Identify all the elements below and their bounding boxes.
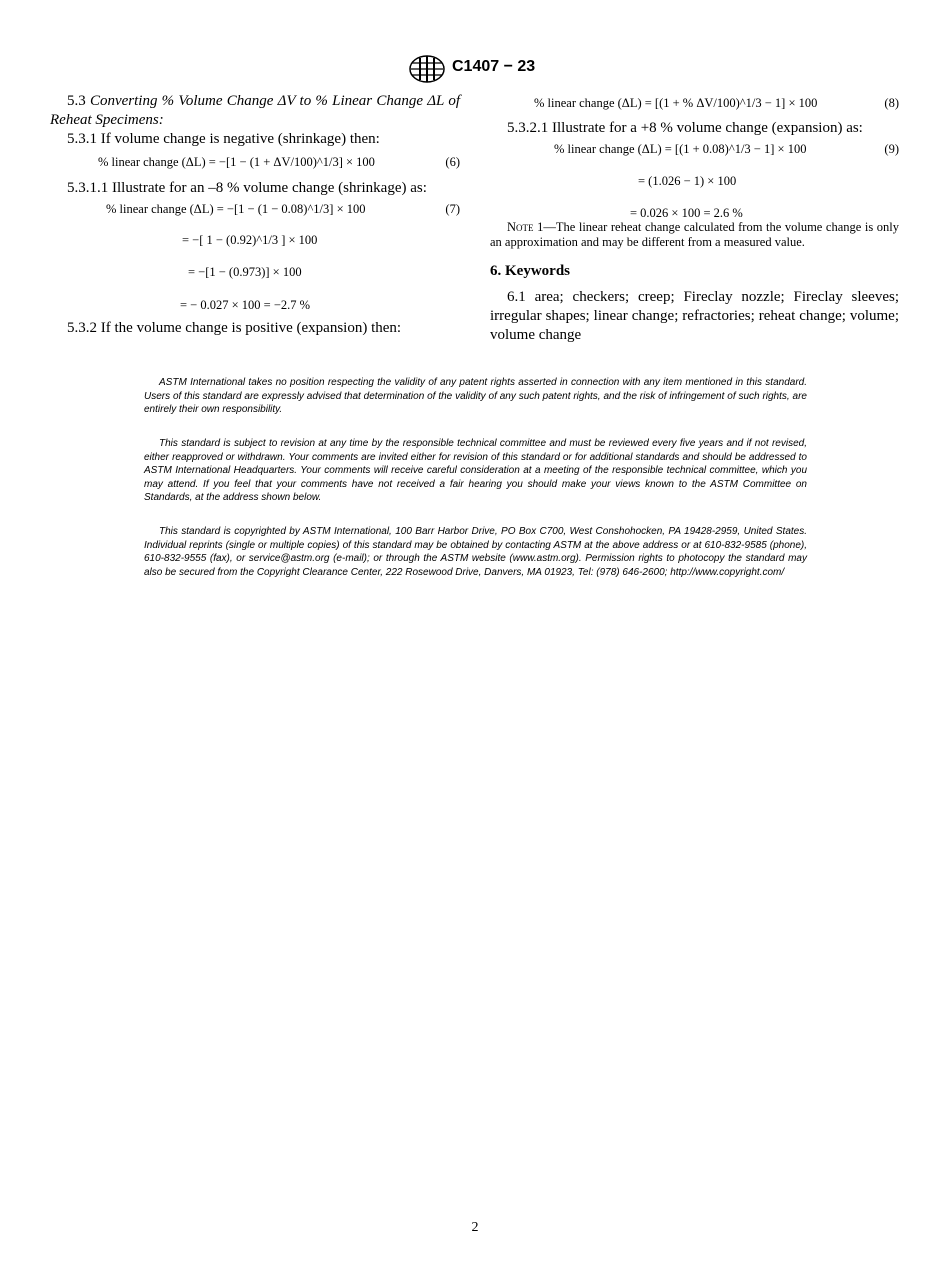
section-title: Converting % Volume Change ΔV to % Linear Change ΔL of Reheat Specimens:: [50, 93, 460, 128]
astm-logo-icon: [408, 55, 446, 83]
equation-7-step-3: [50, 263, 460, 283]
equation-7: [50, 200, 460, 220]
page-header: [0, 55, 950, 85]
section-6-1: 6.1 area; checkers; creep; Fireclay nozzle; Fireclay sleeves; irregular shapes; linear change; refractories; reheat change; volume; volume change: [490, 289, 899, 343]
equation-expression: % linear change (ΔL) = [(1 + 0.08)^1/3 − 1] × 100: [554, 142, 807, 156]
equation-9: [490, 140, 899, 160]
equation-number: (8): [884, 96, 899, 110]
note-text: —The linear reheat change calculated from the volume change is only an approximation and may be different from a measured value.: [490, 220, 899, 249]
equation-number: (9): [884, 142, 899, 156]
section-5-3-1: 5.3.1 If volume change is negative (shrinkage) then:: [67, 131, 380, 147]
footer-patent-notice: ASTM International takes no position respecting the validity of any patent rights asserted in connection with any item mentioned in this standard. Users of this standard are expressly advised that determination of the validity of any such patent rights, and the risk of infringement of such rights, are entirely their own responsibility.: [144, 377, 807, 416]
equation-expression: = − 0.027 × 100 = −2.7 %: [180, 298, 311, 312]
equation-expression: = 0.026 × 100 = 2.6 %: [630, 206, 743, 220]
section-5-3-2-1: 5.3.2.1 Illustrate for a +8 % volume change (expansion) as:: [507, 120, 863, 136]
right-column: [490, 92, 899, 345]
equation-expression: % linear change (ΔL) = [(1 + % ΔV/100)^1/3 − 1] × 100: [534, 96, 818, 110]
equation-7-step-4: [50, 296, 460, 316]
equation-9-step-3: [490, 204, 899, 224]
footer-copyright-notice: This standard is copyrighted by ASTM International, 100 Barr Harbor Drive, PO Box C700, West Conshohocken, PA 19428-2959, United States. Individual reprints (single or multiple copies) of this standard may be obtained by contacting ASTM at the above address or at 610-832-9585 (phone), 610-832-9555 (fax), or service@astm.org (e-mail); or through the ASTM website (www.astm.org). Permission rights to photocopy the standard may also be secured from the Copyright Clearance Center, 222 Rosewood Drive, Danvers, MA 01923, Tel: (978) 646-2600; http://www.copyright.com/: [144, 526, 807, 578]
equation-expression: = (1.026 − 1) × 100: [638, 174, 737, 188]
equation-number: (6): [445, 155, 460, 169]
note-label: Note 1: [507, 220, 544, 234]
equation-9-step-2: [490, 172, 899, 192]
equation-number: (7): [445, 202, 460, 216]
section-5-3-1-1: 5.3.1.1 Illustrate for an –8 % volume change (shrinkage) as:: [67, 180, 427, 196]
equation-8: [490, 94, 899, 114]
note-1: [490, 220, 899, 250]
section-6-heading: 6. Keywords: [490, 263, 570, 279]
document-number: C1407 − 23: [452, 58, 536, 75]
equation-expression: % linear change (ΔL) = −[1 − (1 + ΔV/100)^1/3] × 100: [98, 155, 375, 169]
section-number: 5.3: [67, 93, 86, 109]
equation-expression: % linear change (ΔL) = −[1 − (1 − 0.08)^1/3] × 100: [106, 202, 366, 216]
section-5-3-2: 5.3.2 If the volume change is positive (expansion) then:: [67, 320, 402, 336]
equation-6: [50, 153, 460, 173]
equation-expression: = −[ 1 − (0.92)^1/3 ] × 100: [182, 233, 318, 247]
equation-7-step-2: [50, 231, 460, 251]
footer-revision-notice: This standard is subject to revision at any time by the responsible technical committee and must be reviewed every five years and if not revised, either reapproved or withdrawn. Your comments are invited either for revision of this standard or for additional standards and should be addressed to ASTM International Headquarters. Your comments will receive careful consideration at a meeting of the responsible technical committee, which you may attend. If you feel that your comments have not received a fair hearing you should make your views known to the ASTM Committee on Standards, at the address shown below.: [144, 438, 807, 504]
equation-expression: = −[1 − (0.973)] × 100: [188, 265, 302, 279]
page-number: 2: [471, 1220, 479, 1235]
left-column: [50, 92, 460, 338]
section-5-3-heading: [50, 92, 460, 130]
